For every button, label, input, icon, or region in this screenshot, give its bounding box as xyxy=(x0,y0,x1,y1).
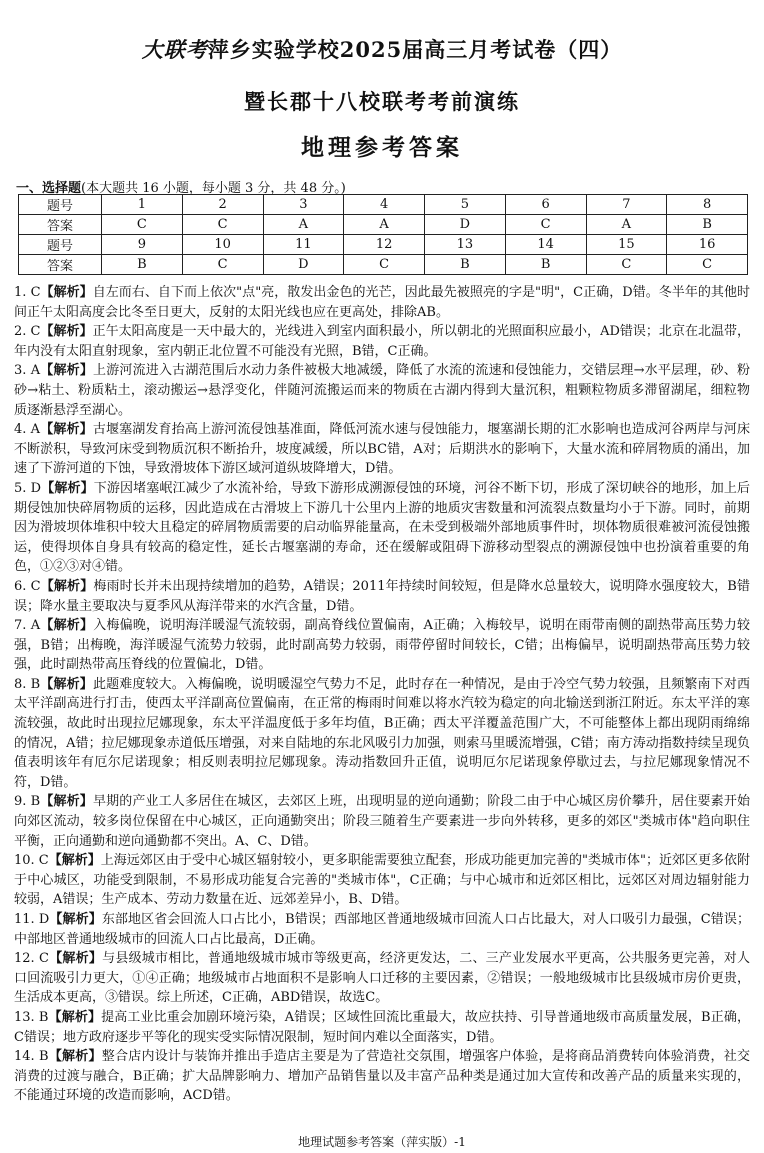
explanation-tag: 【解析】 xyxy=(40,285,93,300)
explanation-number: 1. C xyxy=(14,285,41,300)
explanation-number: 14. B xyxy=(14,1049,49,1065)
document-title: 地理参考答案 xyxy=(301,135,463,161)
question-number: 5 xyxy=(425,195,506,215)
answer-cell: C xyxy=(586,255,667,275)
explanation-text: 与县级城市相比，普通地级城市城市等级更高，经济更发达，二、三产业发展水平更高，公共服务更完善，对人口回流吸引力更大，①④正确；地级城市占地面积不是影响人口迁移的主要因素，②错误；一般地级城市比县级城市房价更贵，生活成本更高，③错误。综上所述，C正确，ABD错误，故选C。 xyxy=(14,951,750,1006)
explanation-tag: 【解析】 xyxy=(40,578,94,594)
explanation-text: 东部地区省会回流人口占比小，B错误；西部地区普通地级城市回流人口占比最大，对人口吸引力最强，C错误；中部地区普通地级城市的回流人口占比最高，D正确。 xyxy=(14,912,750,947)
brand-logo-text: 大联考 xyxy=(141,37,208,62)
explanation-list xyxy=(14,283,750,1106)
explanation-tag: 【解析】 xyxy=(41,480,94,496)
question-number: 12 xyxy=(344,235,425,255)
explanation-tag: 【解析】 xyxy=(49,912,102,927)
explanation-item xyxy=(14,851,750,910)
explanation-tag: 【解析】 xyxy=(40,363,94,379)
answer-cell: B xyxy=(425,255,506,275)
table-row xyxy=(19,235,748,255)
page-footer: 地理试题参考答案（萍实版）-1 xyxy=(298,1135,466,1149)
row-label-question: 题号 xyxy=(19,235,102,255)
explanation-item xyxy=(14,322,750,361)
answer-cell: B xyxy=(667,215,748,235)
section-label: 一、选择题 xyxy=(16,181,82,196)
question-number: 4 xyxy=(344,195,425,215)
explanation-item xyxy=(14,949,750,1008)
explanation-number: 4. A xyxy=(14,422,41,438)
explanation-number: 13. B xyxy=(14,1009,49,1025)
question-number: 16 xyxy=(667,235,748,255)
table-row xyxy=(19,215,748,235)
explanation-item xyxy=(14,675,750,793)
explanation-tag: 【解析】 xyxy=(48,1049,102,1065)
table-row xyxy=(19,195,748,215)
explanation-item xyxy=(14,420,750,479)
explanation-number: 3. A xyxy=(14,363,41,379)
explanation-item xyxy=(14,283,750,322)
explanation-item xyxy=(14,792,750,851)
explanation-tag: 【解析】 xyxy=(40,676,93,692)
explanation-text: 提高工业比重会加剧环境污染，A错误；区域性回流比重最大，故应扶持、引导普通地级市高质量发展，B正确，C错误；地方政府逐步平等化的现实受实际情况限制，短时间内难以全面落实，D错。 xyxy=(14,1009,750,1045)
question-number: 1 xyxy=(102,195,183,215)
answer-cell: D xyxy=(425,215,506,235)
question-number: 8 xyxy=(667,195,748,215)
explanation-text: 梅雨时长并未出现持续增加的趋势，A错误；2011年持续时间较短，但是降水总量较大，说明降水强度较大，B错误；降水量主要取决与夏季风从海洋带来的水汽含量，D错。 xyxy=(14,578,750,614)
answer-cell: C xyxy=(102,215,183,235)
explanation-number: 7. A xyxy=(14,618,41,634)
explanation-number: 11. D xyxy=(14,912,50,927)
explanation-tag: 【解析】 xyxy=(40,618,94,634)
question-number: 14 xyxy=(505,235,586,255)
explanation-tag: 【解析】 xyxy=(48,951,103,967)
explanation-text: 此题难度较大。入梅偏晚，说明暖湿空气势力不足，此时存在一种情况，是由于冷空气势力较强，且频繁南下对西太平洋副高进行打击，使西太平洋副高位置偏南，在正常的梅雨时间难以将水汽较为稳定的向北输送到浙江附近。东太平洋的寒流较强，故此时出现拉尼娜现象，东太平洋温度低于多年均值，B正确；西太平洋覆盖范围广大，不可能整体上都出现阴雨绵绵的情况，A错；拉尼娜现象赤道低压增强，对来自陆地的东北风吸引力加强，则索马里暖流增强，C错；南方涛动指数持续呈现负值表明该年有厄尔尼诺现象；相反则表明拉尼娜现象。涛动指数回升正值，说明厄尔尼诺现象停歇过去，与拉尼娜现象情况不符，D错。 xyxy=(14,676,750,790)
answer-cell: C xyxy=(182,215,263,235)
explanation-text: 古堰塞湖发育抬高上游河流侵蚀基准面，降低河流水速与侵蚀能力，堰塞湖长期的汇水影响也造成河谷两岸与河床不断淤积，导致河床受到物质沉积不断抬升，坡度减缓，所以BC错，A对；后期洪水的影响下，大量水流和碎屑物质的涌出，加速了下游河道的下蚀，导致滑坡体下游区域河道纵坡降增大，D错。 xyxy=(14,422,750,477)
explanation-number: 2. C xyxy=(14,324,41,340)
question-number: 7 xyxy=(586,195,667,215)
explanation-item xyxy=(14,1008,750,1047)
explanation-text: 正午太阳高度是一天中最大的，光线进入到室内面积最小，所以朝北的光照面积应最小，AD错误；北京在北温带，年内没有太阳直射现象，室内朝正北位置不可能没有光照，B错，C正确。 xyxy=(14,324,751,359)
answer-cell: A xyxy=(263,215,344,235)
answer-cell: C xyxy=(182,255,263,275)
explanation-number: 5. D xyxy=(14,480,42,496)
explanation-text: 上游河流进入古湖范围后水动力条件被极大地减缓，降低了水流的流速和侵蚀能力，交错层理→水平层理，砂、粉砂→粘土、粉质粘土，滚动搬运→悬浮变化，伴随河流搬运而来的物质在古湖内得到大量沉积，粗颗粒物质多滞留湖尾，细粒物质逐渐悬浮至湖心。 xyxy=(14,363,750,418)
explanation-tag: 【解析】 xyxy=(48,1009,102,1025)
exam-subtitle: 暨长郡十八校联考考前演练 xyxy=(244,89,520,114)
explanation-number: 6. C xyxy=(14,578,41,594)
exam-title xyxy=(0,34,764,64)
question-number: 11 xyxy=(263,235,344,255)
answer-cell: D xyxy=(263,255,344,275)
answer-table xyxy=(18,194,748,275)
explanation-tag: 【解析】 xyxy=(48,853,101,869)
explanation-item xyxy=(14,577,750,616)
explanation-tag: 【解析】 xyxy=(40,422,93,438)
explanation-number: 12. C xyxy=(14,951,49,967)
answer-cell: C xyxy=(505,215,586,235)
row-label-answer: 答案 xyxy=(19,215,102,235)
section-note: (本大题共 16 小题，每小题 3 分，共 48 分。) xyxy=(81,181,346,196)
explanation-item xyxy=(14,361,750,420)
explanation-tag: 【解析】 xyxy=(40,794,93,810)
question-number: 2 xyxy=(182,195,263,215)
explanation-number: 8. B xyxy=(14,676,41,692)
answer-cell: C xyxy=(667,255,748,275)
row-label-question: 题号 xyxy=(19,195,102,215)
explanation-text: 早期的产业工人多居住在城区，去郊区上班，出现明显的逆向通勤；阶段二由于中心城区房价攀升，居住要素开始向郊区流动，较多岗位保留在中心城区，正向通勤突出；阶段三随着生产要素进一步向外转移，更多的郊区"类城市体"趋向职住平衡，正向通勤和逆向通勤都不突出。A、C、D错。 xyxy=(14,794,750,849)
question-number: 3 xyxy=(263,195,344,215)
exam-title-text: 萍乡实验学校2025届高三月考试卷（四） xyxy=(207,37,623,62)
explanation-number: 9. B xyxy=(14,794,41,810)
explanation-item xyxy=(14,910,750,949)
question-number: 9 xyxy=(102,235,183,255)
question-number: 10 xyxy=(182,235,263,255)
table-row xyxy=(19,255,748,275)
answer-cell: C xyxy=(344,255,425,275)
explanation-number: 10. C xyxy=(14,853,49,869)
answer-cell: B xyxy=(102,255,183,275)
explanation-item xyxy=(14,1047,750,1106)
explanation-text: 自左而右、自下而上依次"点"亮，散发出金色的光芒，因此最先被照亮的字是"明"，C正确，D错。冬半年的其他时间正午太阳高度会比冬至日更大，反射的太阳光线也应在更高处，排除AB。 xyxy=(14,285,750,320)
question-number: 13 xyxy=(425,235,506,255)
answer-cell: B xyxy=(505,255,586,275)
answer-cell: A xyxy=(344,215,425,235)
explanation-item xyxy=(14,479,750,577)
explanation-text: 整合店内设计与装饰并推出手造店主要是为了营造社交氛围，增强客户体验，是将商品消费转向体验消费，社交消费的过渡与融合，B正确；扩大品牌影响力、增加产品销售量以及丰富产品种类是通过加大宣传和改善产品的质量来实现的，不能通过环境的改造而影响，ACD错。 xyxy=(14,1049,750,1104)
explanation-item xyxy=(14,616,750,675)
question-number: 6 xyxy=(505,195,586,215)
explanation-tag: 【解析】 xyxy=(40,324,93,340)
explanation-text: 入梅偏晚，说明海洋暖湿气流较弱，副高脊线位置偏南，A正确；入梅较早，说明在雨带南侧的副热带高压势力较强，B错；出梅晚，海洋暖湿气流势力较弱，此时副高势力较弱，雨带停留时间较长，C错；出梅偏早，说明副热带高压势力较强，此时副热带高压脊线的位置偏北，D错。 xyxy=(14,618,750,673)
explanation-text: 上海远郊区由于受中心城区辐射较小，更多职能需要独立配套，形成功能更加完善的"类城市体"；近郊区更多依附于中心城区，功能受到限制，不易形成功能复合完善的"类城市体"，C正确；与中心城市和近郊区相比，远郊区对周边辐射能力较弱，A错误；生产成本、劳动力数量在近、远郊差异小，B、D错。 xyxy=(14,853,750,908)
question-number: 15 xyxy=(586,235,667,255)
answer-cell: A xyxy=(586,215,667,235)
row-label-answer: 答案 xyxy=(19,255,102,275)
explanation-text: 下游因堵塞岷江减少了水流补给，导致下游形成溯源侵蚀的环境，河谷不断下切，形成了深切峡谷的地形，加上后期侵蚀加快碎屑物质的运移，因此造成在古滑坡上下游几十公里内上游的地质灾害数量和河流裂点数量均小于下游。同时，前期因为滑坡坝体堆积中较大且稳定的碎屑物质需要的启动临界能量高，在未受到极端外部地质事件时，坝体物质很难被河流侵蚀搬运，使得坝体自身具有较高的稳定性，延长古堰塞湖的寿命，还在缓解或阻碍下游移动型裂点的溯源侵蚀中也扮演着重要的角色，①②③对④错。 xyxy=(14,480,750,575)
